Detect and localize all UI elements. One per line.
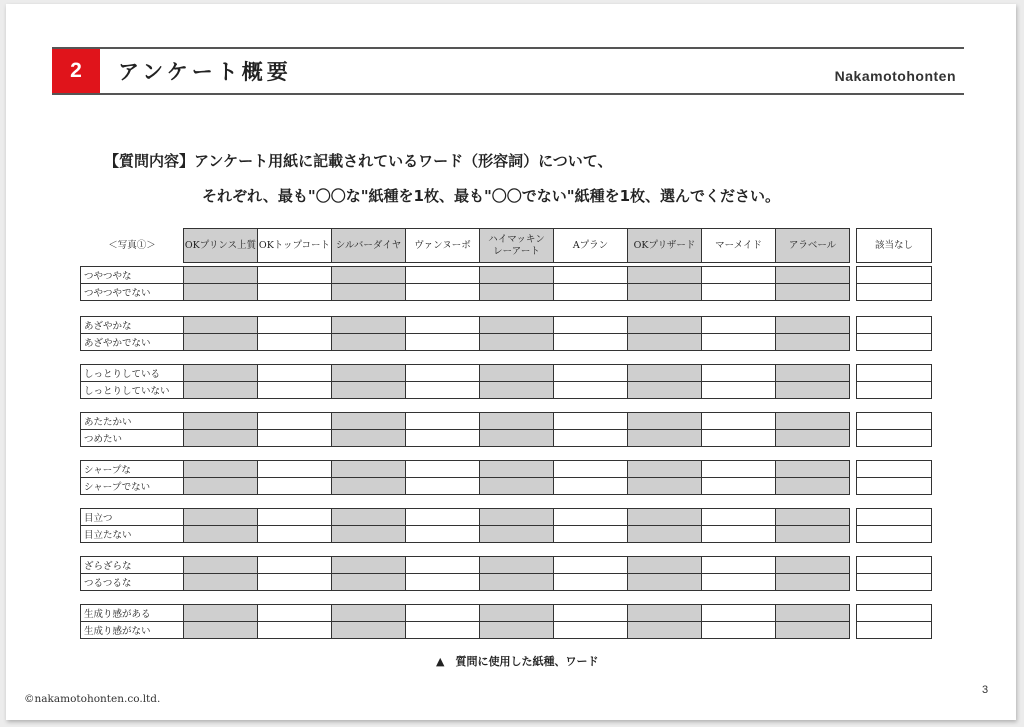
- answer-cell-none: [856, 477, 932, 495]
- column-header-none: 該当なし: [856, 228, 932, 263]
- answer-cell: [479, 460, 554, 478]
- answer-cell: [331, 621, 406, 639]
- answer-cell: [405, 316, 480, 334]
- answer-cell: [479, 621, 554, 639]
- answer-cell: [183, 556, 258, 574]
- answer-cell: [183, 381, 258, 399]
- answer-cell: [331, 333, 406, 351]
- answer-cell: [775, 556, 850, 574]
- answer-cell: [775, 604, 850, 622]
- figure-caption: ▲ 質問に使用した紙種、ワード: [436, 655, 599, 668]
- answer-cell: [257, 412, 332, 430]
- answer-cell: [183, 412, 258, 430]
- answer-cell-none: [856, 412, 932, 430]
- answer-cell: [627, 621, 702, 639]
- answer-cell: [775, 621, 850, 639]
- answer-cell: [553, 573, 628, 591]
- row-label: 生成り感がない: [80, 621, 184, 639]
- answer-cell: [775, 525, 850, 543]
- answer-cell: [405, 477, 480, 495]
- answer-cell: [479, 477, 554, 495]
- answer-cell: [701, 460, 776, 478]
- answer-cell: [701, 604, 776, 622]
- answer-cell: [701, 429, 776, 447]
- answer-cell: [627, 477, 702, 495]
- answer-cell: [183, 573, 258, 591]
- answer-cell: [627, 333, 702, 351]
- answer-cell: [701, 412, 776, 430]
- answer-cell: [701, 477, 776, 495]
- answer-cell: [701, 508, 776, 526]
- answer-cell: [553, 429, 628, 447]
- column-header: OKプリザード: [627, 228, 702, 263]
- answer-cell: [479, 381, 554, 399]
- answer-cell: [479, 508, 554, 526]
- answer-cell: [183, 477, 258, 495]
- survey-table: [80, 228, 940, 637]
- answer-cell: [405, 621, 480, 639]
- answer-cell: [553, 604, 628, 622]
- answer-cell: [553, 283, 628, 301]
- answer-cell: [627, 412, 702, 430]
- row-label: つやつやでない: [80, 283, 184, 301]
- answer-cell: [627, 508, 702, 526]
- answer-cell: [257, 508, 332, 526]
- answer-cell: [701, 525, 776, 543]
- answer-cell: [257, 316, 332, 334]
- answer-cell-none: [856, 333, 932, 351]
- answer-cell: [405, 429, 480, 447]
- answer-cell: [627, 429, 702, 447]
- answer-cell: [405, 573, 480, 591]
- row-label: 目立つ: [80, 508, 184, 526]
- slide-page: [6, 4, 1016, 720]
- answer-cell: [331, 477, 406, 495]
- answer-cell: [701, 381, 776, 399]
- answer-cell: [553, 525, 628, 543]
- answer-cell: [331, 381, 406, 399]
- answer-cell: [701, 333, 776, 351]
- answer-cell: [479, 525, 554, 543]
- answer-cell: [701, 556, 776, 574]
- answer-cell: [183, 429, 258, 447]
- answer-cell: [257, 381, 332, 399]
- header-rule-bottom: [52, 93, 964, 95]
- answer-cell: [479, 412, 554, 430]
- row-label: つめたい: [80, 429, 184, 447]
- answer-cell: [405, 412, 480, 430]
- brand-name: Nakamotohonten: [834, 68, 956, 84]
- answer-cell: [553, 412, 628, 430]
- question-line-2: それぞれ、最も"〇〇な"紙種を1枚、最も"〇〇でない"紙種を1枚、選んでください。: [202, 187, 781, 205]
- section-title: アンケート概要: [118, 60, 292, 84]
- answer-cell: [627, 266, 702, 284]
- answer-cell: [257, 525, 332, 543]
- answer-cell: [405, 266, 480, 284]
- answer-cell: [775, 364, 850, 382]
- row-label: 目立たない: [80, 525, 184, 543]
- row-label: しっとりしている: [80, 364, 184, 382]
- answer-cell-none: [856, 364, 932, 382]
- column-header: OKトップコート: [257, 228, 332, 263]
- answer-cell: [257, 604, 332, 622]
- question-line-1: 【質問内容】アンケート用紙に記載されているワード（形容詞）について、: [104, 152, 613, 170]
- column-header: OKプリンス上質: [183, 228, 258, 263]
- answer-cell: [405, 508, 480, 526]
- answer-cell: [183, 604, 258, 622]
- answer-cell: [701, 364, 776, 382]
- answer-cell: [627, 283, 702, 301]
- answer-cell: [701, 621, 776, 639]
- answer-cell: [775, 266, 850, 284]
- answer-cell: [479, 556, 554, 574]
- answer-cell: [553, 381, 628, 399]
- row-label: あざやかな: [80, 316, 184, 334]
- answer-cell: [553, 621, 628, 639]
- answer-cell: [627, 364, 702, 382]
- column-header: アラベール: [775, 228, 850, 263]
- answer-cell: [775, 316, 850, 334]
- row-label: しっとりしていない: [80, 381, 184, 399]
- answer-cell: [405, 381, 480, 399]
- row-label: 生成り感がある: [80, 604, 184, 622]
- answer-cell: [257, 573, 332, 591]
- answer-cell: [331, 429, 406, 447]
- page-number: 3: [982, 684, 989, 696]
- answer-cell: [257, 283, 332, 301]
- answer-cell-none: [856, 525, 932, 543]
- row-label: ざらざらな: [80, 556, 184, 574]
- answer-cell: [775, 412, 850, 430]
- copyright-text: ©nakamotohonten.co.ltd.: [24, 693, 161, 705]
- answer-cell: [479, 364, 554, 382]
- answer-cell: [183, 316, 258, 334]
- answer-cell: [775, 381, 850, 399]
- column-header: Aプラン: [553, 228, 628, 263]
- answer-cell-none: [856, 316, 932, 334]
- answer-cell-none: [856, 508, 932, 526]
- corner-label: ＜写真①＞: [108, 239, 156, 251]
- answer-cell: [331, 412, 406, 430]
- answer-cell: [331, 556, 406, 574]
- answer-cell: [627, 604, 702, 622]
- answer-cell: [183, 266, 258, 284]
- answer-cell: [775, 573, 850, 591]
- answer-cell: [775, 429, 850, 447]
- answer-cell: [183, 364, 258, 382]
- column-header: シルバーダイヤ: [331, 228, 406, 263]
- answer-cell: [183, 460, 258, 478]
- answer-cell: [331, 573, 406, 591]
- row-label: あたたかい: [80, 412, 184, 430]
- answer-cell-none: [856, 460, 932, 478]
- answer-cell: [257, 477, 332, 495]
- answer-cell: [405, 525, 480, 543]
- answer-cell: [627, 573, 702, 591]
- answer-cell: [553, 364, 628, 382]
- answer-cell: [479, 333, 554, 351]
- answer-cell: [775, 283, 850, 301]
- answer-cell-none: [856, 381, 932, 399]
- answer-cell-none: [856, 573, 932, 591]
- answer-cell: [331, 525, 406, 543]
- answer-cell: [405, 283, 480, 301]
- answer-cell: [479, 283, 554, 301]
- answer-cell: [183, 621, 258, 639]
- column-header: ヴァンヌーボ: [405, 228, 480, 263]
- answer-cell: [627, 316, 702, 334]
- answer-cell: [331, 283, 406, 301]
- answer-cell-none: [856, 604, 932, 622]
- row-label: シャープでない: [80, 477, 184, 495]
- row-label: つやつやな: [80, 266, 184, 284]
- row-label: あざやかでない: [80, 333, 184, 351]
- answer-cell: [553, 266, 628, 284]
- answer-cell: [331, 604, 406, 622]
- answer-cell: [479, 573, 554, 591]
- answer-cell: [701, 573, 776, 591]
- section-number-badge: 2: [52, 49, 100, 93]
- column-header: ハイマッキン レーアート: [479, 228, 554, 263]
- answer-cell: [775, 477, 850, 495]
- answer-cell: [553, 316, 628, 334]
- answer-cell: [627, 556, 702, 574]
- answer-cell: [331, 266, 406, 284]
- answer-cell: [257, 556, 332, 574]
- answer-cell: [183, 333, 258, 351]
- answer-cell: [257, 621, 332, 639]
- answer-cell: [257, 460, 332, 478]
- answer-cell: [553, 333, 628, 351]
- answer-cell: [775, 333, 850, 351]
- answer-cell: [183, 283, 258, 301]
- answer-cell: [553, 556, 628, 574]
- answer-cell: [627, 381, 702, 399]
- answer-cell: [405, 460, 480, 478]
- answer-cell: [405, 333, 480, 351]
- answer-cell: [553, 477, 628, 495]
- answer-cell: [331, 508, 406, 526]
- answer-cell: [701, 283, 776, 301]
- answer-cell: [183, 525, 258, 543]
- row-label: つるつるな: [80, 573, 184, 591]
- answer-cell: [479, 266, 554, 284]
- answer-cell: [553, 460, 628, 478]
- row-label: シャープな: [80, 460, 184, 478]
- answer-cell-none: [856, 556, 932, 574]
- answer-cell: [701, 316, 776, 334]
- answer-cell: [775, 460, 850, 478]
- answer-cell: [257, 266, 332, 284]
- answer-cell: [331, 460, 406, 478]
- header-rule-top: [52, 47, 964, 49]
- answer-cell-none: [856, 621, 932, 639]
- answer-cell: [331, 364, 406, 382]
- answer-cell: [183, 508, 258, 526]
- answer-cell: [479, 316, 554, 334]
- answer-cell-none: [856, 266, 932, 284]
- answer-cell-none: [856, 283, 932, 301]
- answer-cell: [405, 556, 480, 574]
- column-header: マーメイド: [701, 228, 776, 263]
- answer-cell: [405, 604, 480, 622]
- answer-cell: [479, 429, 554, 447]
- answer-cell: [479, 604, 554, 622]
- answer-cell: [553, 508, 628, 526]
- answer-cell: [405, 364, 480, 382]
- answer-cell: [775, 508, 850, 526]
- answer-cell: [257, 333, 332, 351]
- answer-cell: [701, 266, 776, 284]
- answer-cell: [627, 525, 702, 543]
- answer-cell-none: [856, 429, 932, 447]
- answer-cell: [627, 460, 702, 478]
- answer-cell: [257, 364, 332, 382]
- answer-cell: [257, 429, 332, 447]
- answer-cell: [331, 316, 406, 334]
